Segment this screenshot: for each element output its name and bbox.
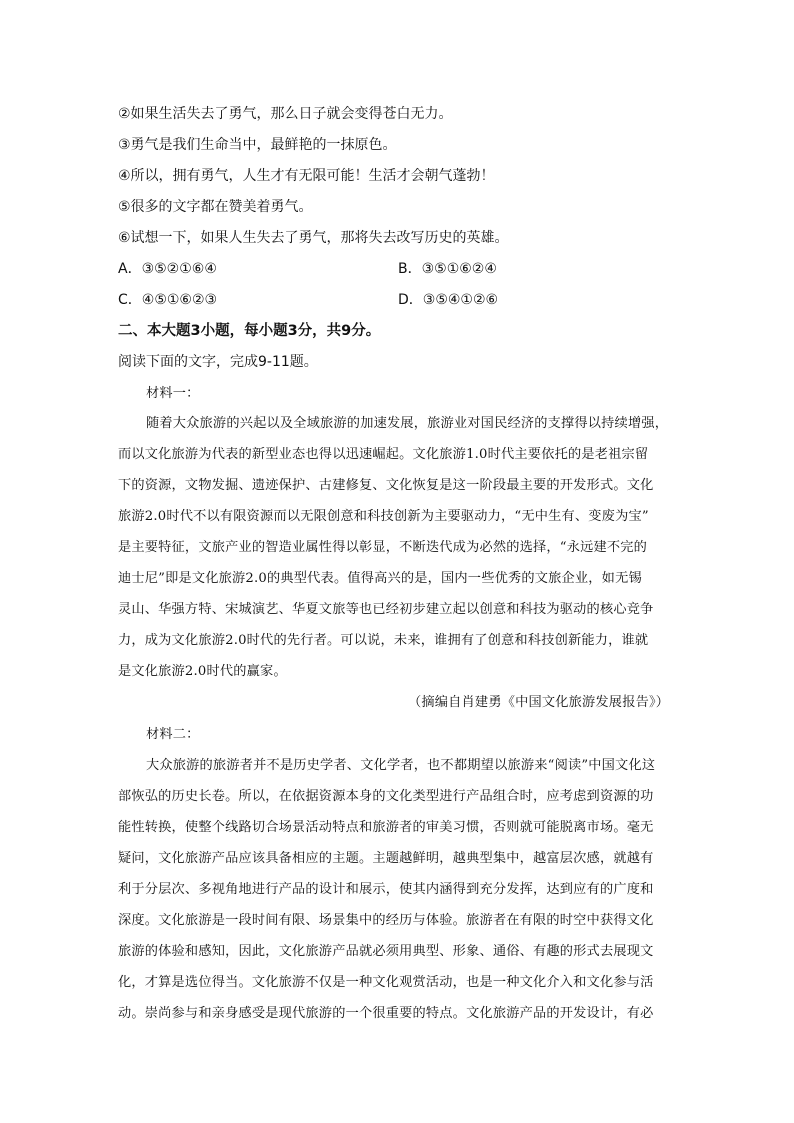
sentence-4: ④所以，拥有勇气，人生才有无限可能！生活才会朝气蓬勃！ [118, 168, 495, 184]
material-2-line: 利于分层次、多视角地进行产品的设计和展示，使其内涵得到充分发挥，达到应有的广度和 [118, 882, 654, 897]
instruction: 阅读下面的文字，完成9-11题。 [118, 354, 318, 370]
material-1-source: （摘编自肖建勇《中国文化旅游发展报告》） [408, 695, 670, 710]
material-2-line: 部恢弘的历史长卷。所以，在依据资源本身的文化类型进行产品组合时，应考虑到资源的功 [118, 789, 654, 804]
material-2-line: 能性转换，使整个线路切合场景活动特点和旅游者的审美习惯，否则就可能脱离市场。毫无 [118, 820, 654, 835]
material-1-line: 力，成为文化旅游2.0时代的先行者。可以说，未来，谁拥有了创意和科技创新能力，谁就 [118, 633, 649, 648]
material-1-line: 是文化旅游2.0时代的赢家。 [118, 664, 287, 679]
material-2-label: 材料二： [146, 727, 200, 742]
material-1-line: 旅游2.0时代不以有限资源而以无限创意和科技创新为主要驱动力，“无中生有、变废为宝” [118, 509, 649, 524]
option-d: D．③⑤④①②⑥ [398, 292, 499, 308]
material-1-line: 下的资源，文物发掘、遗迹保护、古建修复、文化恢复是这一阶段最主要的开发形式。文化 [118, 478, 654, 493]
material-1-label: 材料一： [146, 386, 200, 401]
material-2-line: 动。崇尚参与和亲身感受是现代旅游的一个很重要的特点。文化旅游产品的开发设计，有必 [118, 1006, 654, 1021]
option-c: C．④⑤①⑥②③ [118, 292, 218, 308]
sentence-6: ⑥试想一下，如果人生失去了勇气，那将失去改写历史的英雄。 [118, 230, 509, 246]
material-1-line: 而以文化旅游为代表的新型业态也得以迅速崛起。文化旅游1.0时代主要依托的是老祖宗留 [118, 447, 649, 462]
material-1-line: 迪士尼”即是文化旅游2.0的典型代表。值得高兴的是，国内一些优秀的文旅企业，如无锡 [118, 571, 642, 586]
sentence-5: ⑤很多的文字都在赞美着勇气。 [118, 199, 313, 215]
sentence-2: ②如果生活失去了勇气，那么日子就会变得苍白无力。 [118, 106, 453, 122]
material-2-line: 化，才算是选位得当。文化旅游不仅是一种文化观赏活动，也是一种文化介入和文化参与活 [118, 975, 654, 990]
material-1-line: 是主要特征，文旅产业的智造业属性得以彰显，不断迭代成为必然的选择，“永远建不完的 [118, 540, 648, 555]
material-1-line: 随着大众旅游的兴起以及全域旅游的加速发展，旅游业对国民经济的支撑得以持续增强， [146, 416, 669, 431]
material-2-line: 大众旅游的旅游者并不是历史学者、文化学者，也不都期望以旅游来“阅读”中国文化这 [146, 758, 656, 773]
material-1-line: 灵山、华强方特、宋城演艺、华夏文旅等也已经初步建立起以创意和科技为驱动的核心竞争 [118, 602, 654, 617]
section-heading: 二、本大题3小题，每小题3分，共9分。 [118, 323, 381, 339]
option-a: A．③⑤②①⑥④ [118, 261, 217, 277]
material-2-line: 疑问，文化旅游产品应该具备相应的主题。主题越鲜明，越典型集中，越富层次感，就越有 [118, 851, 654, 866]
sentence-3: ③勇气是我们生命当中，最鲜艳的一抹原色。 [118, 137, 397, 153]
material-2-line: 深度。文化旅游是一段时间有限、场景集中的经历与体验。旅游者在有限的时空中获得文化 [118, 913, 654, 928]
material-2-line: 旅游的体验和感知，因此，文化旅游产品就必须用典型、形象、通俗、有趣的形式去展现文 [118, 944, 654, 959]
option-b: B．③⑤①⑥②④ [398, 261, 497, 277]
